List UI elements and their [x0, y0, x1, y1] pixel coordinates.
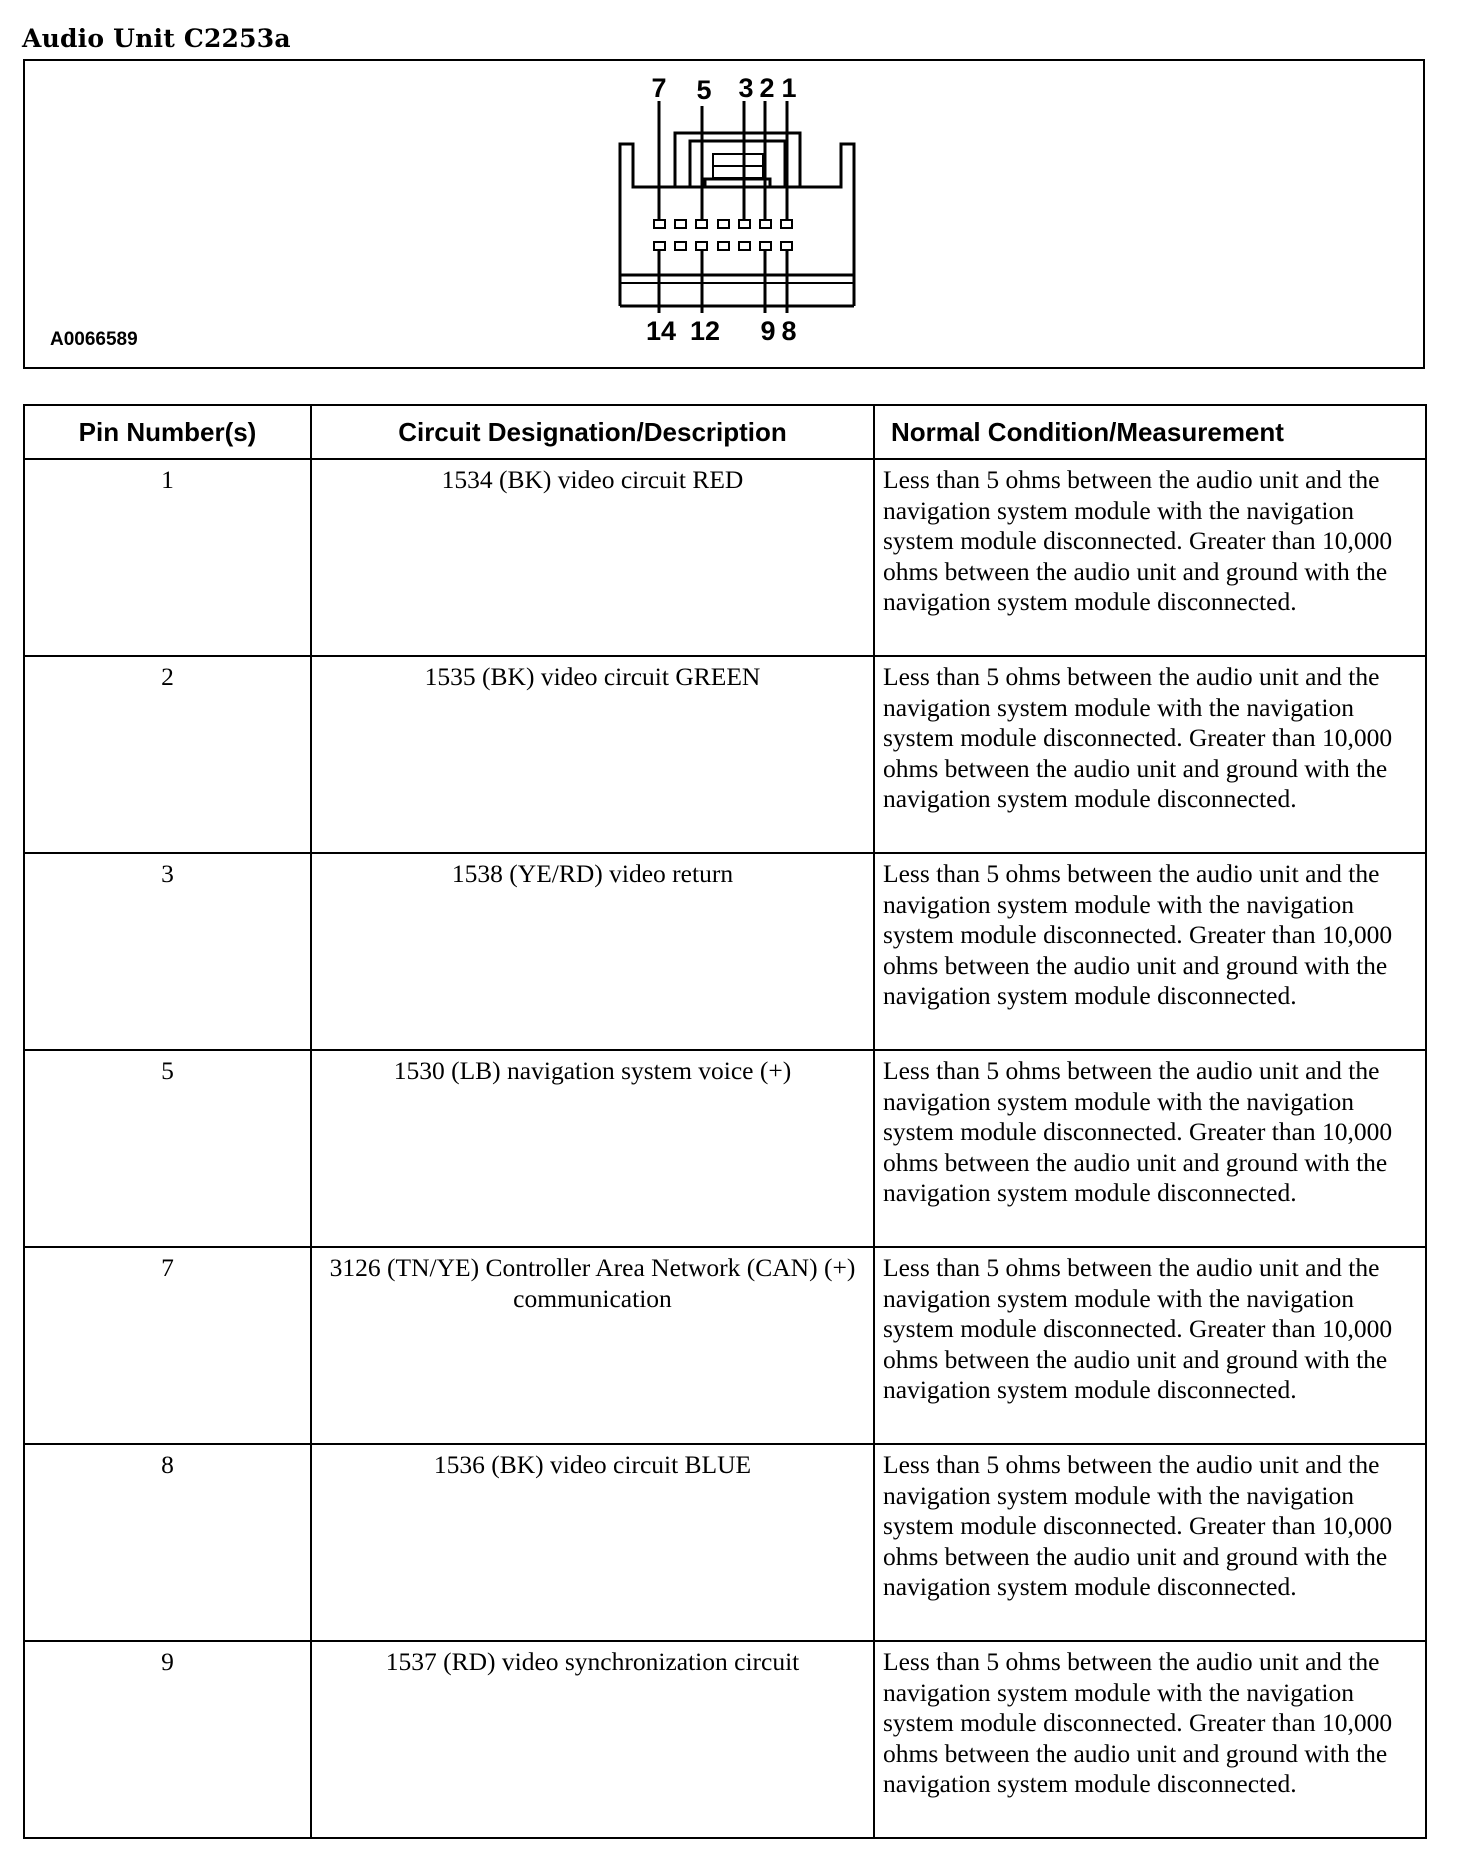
- pin-label-9: 9: [760, 316, 776, 346]
- table-row: [24, 1247, 1426, 1444]
- circuit-cell: 3126 (TN/YE) Controller Area Network (CAN) (+) communication: [311, 1247, 874, 1444]
- circuit-cell: 1538 (YE/RD) video return: [311, 853, 874, 1050]
- pin-label-5: 5: [696, 75, 712, 105]
- pin-label-8: 8: [781, 316, 797, 346]
- connector-diagram: [23, 59, 1425, 369]
- figure-id: A0066589: [50, 329, 138, 350]
- pin-cell: 2: [24, 656, 311, 853]
- table-row: [24, 656, 1426, 853]
- pin-label-14: 14: [645, 316, 677, 346]
- table-row: [24, 1050, 1426, 1247]
- pin-label-3: 3: [738, 73, 754, 103]
- pin-cell: 8: [24, 1444, 311, 1641]
- measurement-cell: Less than 5 ohms between the audio unit and the navigation system module with the navigation system module disconnected. Greater than 10,000 ohms between the audio unit and ground with the navigation system module disconnected.: [874, 1641, 1426, 1838]
- circuit-cell: 1530 (LB) navigation system voice (+): [311, 1050, 874, 1247]
- table-row: [24, 853, 1426, 1050]
- pin-cell: 7: [24, 1247, 311, 1444]
- circuit-cell: 1536 (BK) video circuit BLUE: [311, 1444, 874, 1641]
- table-row: [24, 1444, 1426, 1641]
- pin-label-7: 7: [651, 73, 667, 103]
- pin-label-1: 1: [781, 73, 797, 103]
- pin-label-12: 12: [689, 316, 721, 346]
- header-pin: Pin Number(s): [24, 405, 311, 459]
- connector-face-drawing: [25, 61, 1427, 371]
- pin-cell: 5: [24, 1050, 311, 1247]
- measurement-cell: Less than 5 ohms between the audio unit and the navigation system module with the navigation system module disconnected. Greater than 10,000 ohms between the audio unit and ground with the navigation system module disconnected.: [874, 1050, 1426, 1247]
- pin-cell: 1: [24, 459, 311, 656]
- header-circuit: Circuit Designation/Description: [311, 405, 874, 459]
- pin-table: [23, 404, 1427, 1839]
- measurement-cell: Less than 5 ohms between the audio unit and the navigation system module with the navigation system module disconnected. Greater than 10,000 ohms between the audio unit and ground with the navigation system module disconnected.: [874, 1444, 1426, 1641]
- header-measurement: Normal Condition/Measurement: [874, 405, 1426, 459]
- pin-label-2: 2: [759, 73, 775, 103]
- table-row: [24, 459, 1426, 656]
- circuit-cell: 1534 (BK) video circuit RED: [311, 459, 874, 656]
- pin-cell: 3: [24, 853, 311, 1050]
- measurement-cell: Less than 5 ohms between the audio unit and the navigation system module with the navigation system module disconnected. Greater than 10,000 ohms between the audio unit and ground with the navigation system module disconnected.: [874, 656, 1426, 853]
- table-header-row: [24, 405, 1426, 459]
- circuit-cell: 1535 (BK) video circuit GREEN: [311, 656, 874, 853]
- measurement-cell: Less than 5 ohms between the audio unit and the navigation system module with the navigation system module disconnected. Greater than 10,000 ohms between the audio unit and ground with the navigation system module disconnected.: [874, 1247, 1426, 1444]
- measurement-cell: Less than 5 ohms between the audio unit and the navigation system module with the navigation system module disconnected. Greater than 10,000 ohms between the audio unit and ground with the navigation system module disconnected.: [874, 853, 1426, 1050]
- pin-cell: 9: [24, 1641, 311, 1838]
- page-title: Audio Unit C2253a: [22, 24, 291, 53]
- circuit-cell: 1537 (RD) video synchronization circuit: [311, 1641, 874, 1838]
- table-row: [24, 1641, 1426, 1838]
- measurement-cell: Less than 5 ohms between the audio unit and the navigation system module with the navigation system module disconnected. Greater than 10,000 ohms between the audio unit and ground with the navigation system module disconnected.: [874, 459, 1426, 656]
